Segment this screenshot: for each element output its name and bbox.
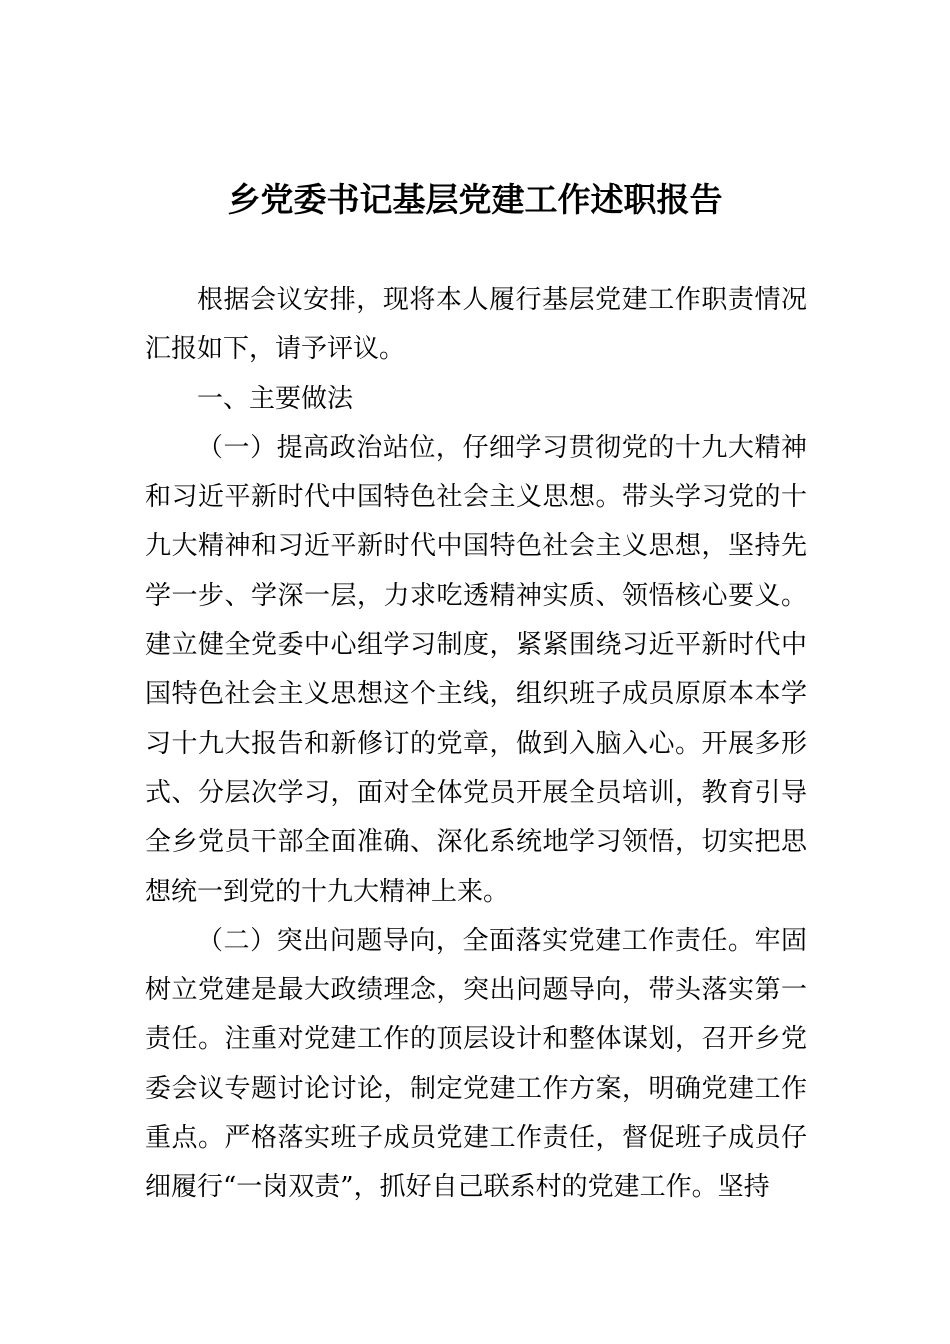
paragraph-intro: 根据会议安排，现将本人履行基层党建工作职责情况汇报如下，请予评议。 <box>145 285 807 365</box>
document-body <box>145 276 807 1213</box>
document-title: 乡党委书记基层党建工作述职报告 <box>227 180 723 219</box>
section-heading-main-practices: 一、主要做法 <box>197 383 354 414</box>
paragraph-responsibility: （二）突出问题导向，全面落实党建工作责任。牢固树立党建是最大政绩理念，突出问题导向，带头落实第一责任。注重对党建工作的顶层设计和整体谋划，召开乡党委会议专题讨论讨论，制定党建工作方案，明确党建工作重点。严格落实班子成员党建工作责任，督促班子成员仔细履行“一岗双责”，抓好自己联系村的党建工作。坚持 <box>145 925 807 1203</box>
paragraph-political-stance: （一）提高政治站位，仔细学习贯彻党的十九大精神和习近平新时代中国特色社会主义思想。带头学习党的十九大精神和习近平新时代中国特色社会主义思想，坚持先学一步、学深一层，力求吃透精神实质、领悟核心要义。建立健全党委中心组学习制度，紧紧围绕习近平新时代中国特色社会主义思想这个主线，组织班子成员原原本本学习十九大报告和新修订的党章，做到入脑入心。开展多形式、分层次学习，面对全体党员开展全员培训，教育引导全乡党员干部全面准确、深化系统地学习领悟，切实把思想统一到党的十九大精神上来。 <box>145 432 807 907</box>
